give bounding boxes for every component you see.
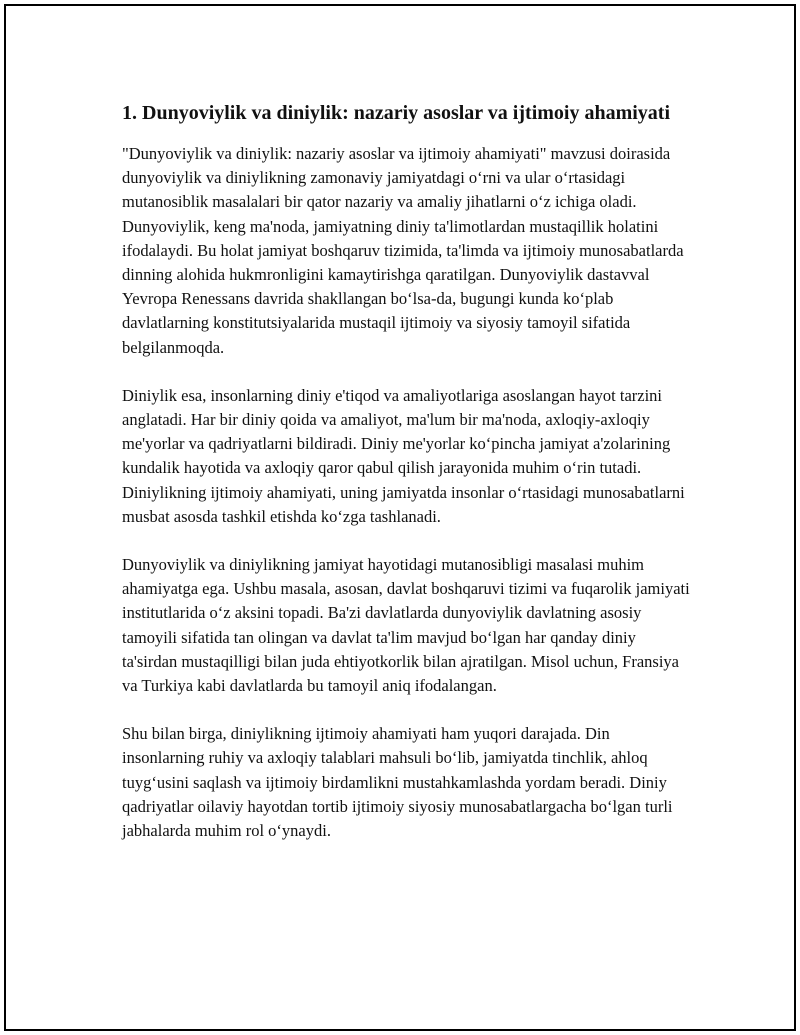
document-page (4, 4, 796, 1031)
paragraph-3: Dunyoviylik va diniylikning jamiyat hayotidagi mutanosibligi masalasi muhim ahamiyatga ega. Ushbu masala, asosan, davlat boshqaruvi tizimi va fuqarolik jamiyati institutlarida o‘z aksini topadi. Ba'zi davlatlarda dunyoviylik davlatning asosiy tamoyili sifatida tan olingan va davlat ta'lim mavjud bo‘lgan har qanday diniy ta'sirdan mustaqilligi bilan juda ehtiyotkorlik bilan ajratilgan. Misol uchun, Fransiya va Turkiya kabi davlatlarda bu tamoyil aniq ifodalangan. (122, 555, 690, 696)
paragraph-1: "Dunyoviylik va diniylik: nazariy asoslar va ijtimoiy ahamiyati" mavzusi doirasida dunyoviylik va diniylikning zamonaviy jamiyatdagi o‘rni va ular o‘rtasidagi mutanosiblik masalalari bir qator nazariy va amaliy jihatlarni o‘z ichiga oladi. Dunyoviylik, keng ma'noda, jamiyatning diniy ta'limotlardan mustaqillik holatini ifodalaydi. Bu holat jamiyat boshqaruv tizimida, ta'limda va ijtimoiy munosabatlarda dinning alohida hukmronligini kamaytirishga qaratilgan. Dunyoviylik dastavval Yevropa Renessans davrida shakllangan bo‘lsa-da, bugungi kunda ko‘plab davlatlarning konstitutsiyalarida mustaqil ijtimoiy va siyosiy tamoyil sifatida belgilanmoqda. (122, 144, 684, 357)
section-heading: 1. Dunyoviylik va diniylik: nazariy asoslar va ijtimoiy ahamiyati (122, 102, 671, 124)
paragraph-4: Shu bilan birga, diniylikning ijtimoiy ahamiyati ham yuqori darajada. Din insonlarning ruhiy va axloqiy talablari mahsuli bo‘lib, jamiyatda tinchlik, ahloq tuyg‘usini saqlash va ijtimoiy birdamlikni mustahkamlashda yordam beradi. Diniy qadriyatlar oilaviy hayotdan tortib ijtimoiy siyosiy munosabatlargacha bo‘lgan turli jabhalarda muhim rol o‘ynaydi. (122, 724, 673, 841)
document-body (122, 100, 692, 867)
paragraph-2: Diniylik esa, insonlarning diniy e'tiqod va amaliyotlariga asoslangan hayot tarzini anglatadi. Har bir diniy qoida va amaliyot, ma'lum bir ma'noda, axloqiy-axloqiy me'yorlar va qadriyatlarni bildiradi. Diniy me'yorlar ko‘pincha jamiyat a'zolarining kundalik hayotida va axloqiy qaror qabul qilish jarayonida muhim o‘rin tutadi. Diniylikning ijtimoiy ahamiyati, uning jamiyatda insonlar o‘rtasidagi munosabatlarni musbat asosda tashkil etishda ko‘zga tashlanadi. (122, 385, 685, 526)
